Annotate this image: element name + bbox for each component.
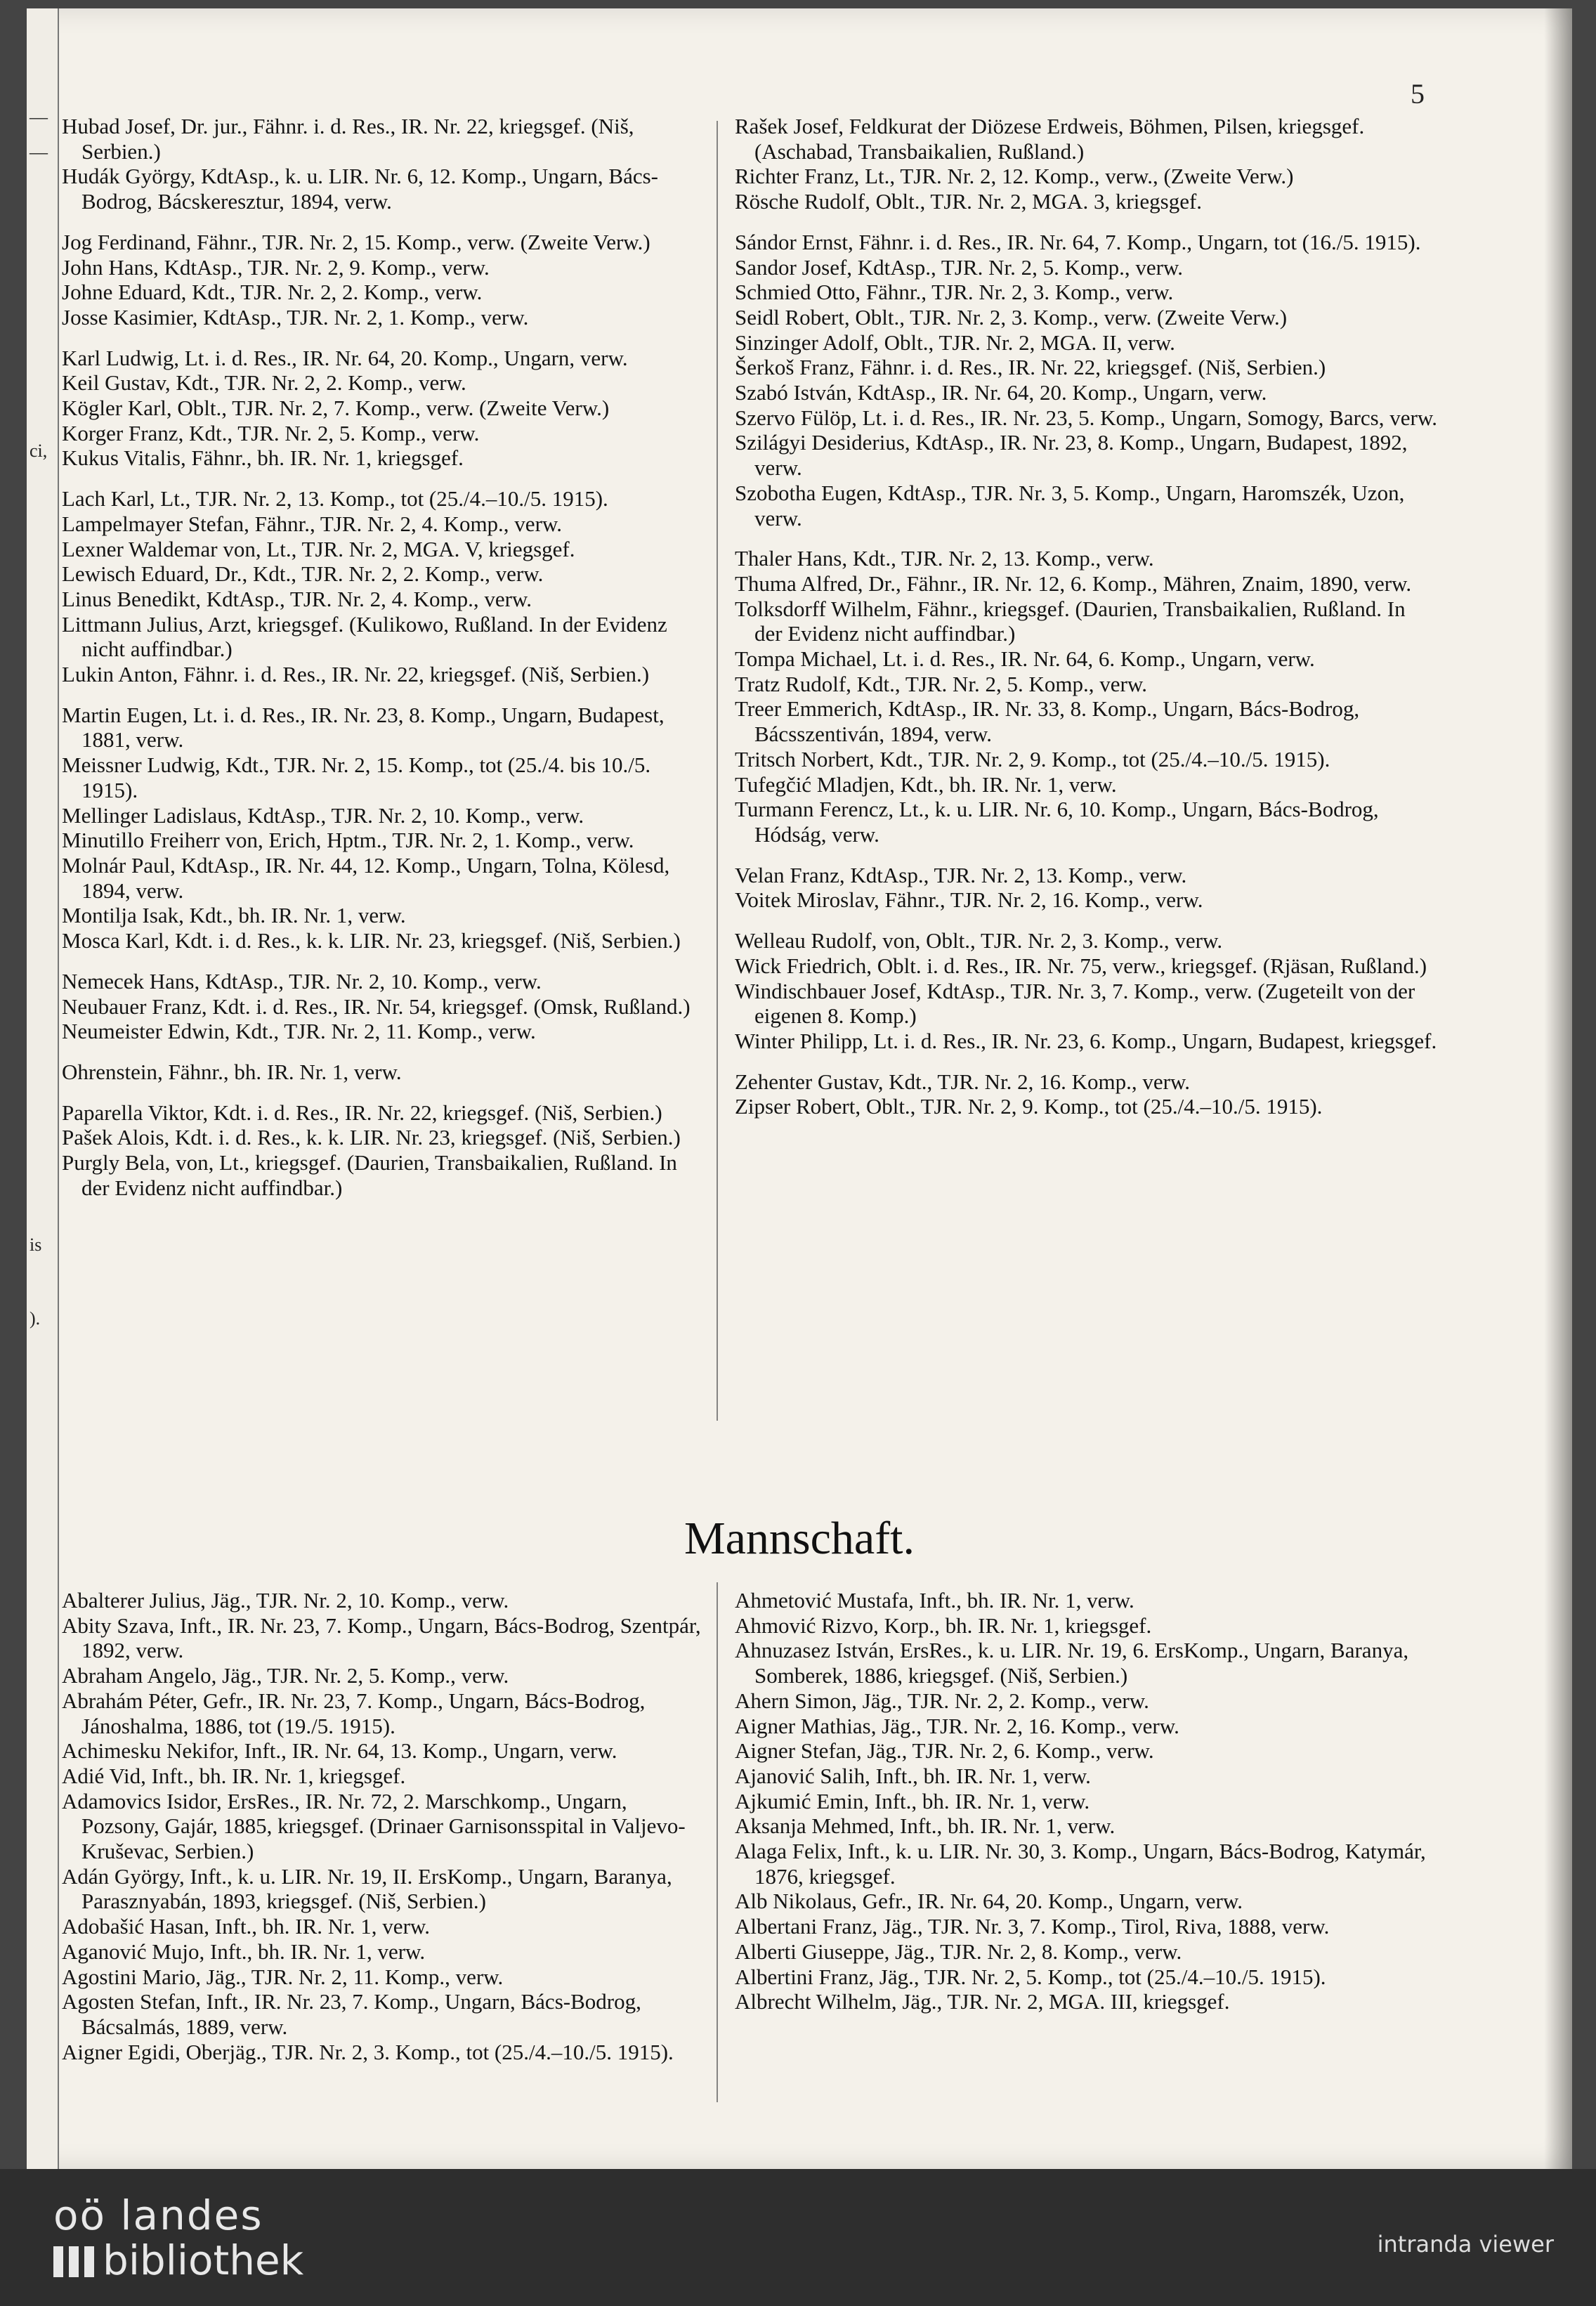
register-entry: Aigner Stefan, Jäg., TJR. Nr. 2, 6. Komp., verw. [735,1738,1154,1764]
register-entry: Zipser Robert, Oblt., TJR. Nr. 2, 9. Komp., tot (25./4.–10./5. 1915). [735,1094,1323,1119]
mannschaft-right-column [735,1588,1437,2014]
register-entry: Keil Gustav, Kdt., TJR. Nr. 2, 2. Komp., verw. [62,370,466,396]
register-entry: Szobotha Eugen, KdtAsp., TJR. Nr. 3, 5. Komp., Ungarn, Haromszék, Uzon, verw. [735,480,1405,530]
register-entry: Aigner Egidi, Oberjäg., TJR. Nr. 2, 3. Komp., tot (25./4.–10./5. 1915). [62,2039,674,2064]
library-name-line2-text: bibliothek [103,2236,304,2284]
register-entry: Littmann Julius, Arzt, kriegsgef. (Kulikowo, Rußland. In der Evidenz nicht auffindbar.) [62,611,667,662]
register-entry: Aksanja Mehmed, Inft., bh. IR. Nr. 1, verw. [735,1813,1116,1839]
previous-page-edge [27,8,59,2169]
register-entry: Wick Friedrich, Oblt. i. d. Res., IR. Nr. 75, verw., kriegsgef. (Rjäsan, Rußland.) [735,953,1427,978]
register-entry: Achimesku Nekifor, Inft., IR. Nr. 64, 13. Komp., Ungarn, verw. [62,1738,617,1764]
register-entry: Abrahám Péter, Gefr., IR. Nr. 23, 7. Komp., Ungarn, Bács-Bodrog, Jánoshalma, 1886, tot (19./5. 1915). [62,1688,646,1738]
entry-gap [62,1085,708,1100]
register-entry: Nemecek Hans, KdtAsp., TJR. Nr. 2, 10. Komp., verw. [62,968,542,994]
register-entry: Agostini Mario, Jäg., TJR. Nr. 2, 11. Komp., verw. [62,1964,504,1989]
register-entry: Thaler Hans, Kdt., TJR. Nr. 2, 13. Komp., verw. [735,546,1154,571]
entry-gap [735,1054,1437,1069]
register-entry: Paparella Viktor, Kdt. i. d. Res., IR. Nr. 22, kriegsgef. (Niš, Serbien.) [62,1100,662,1125]
register-entry: Sándor Ernst, Fähnr. i. d. Res., IR. Nr. 64, 7. Komp., Ungarn, tot (16./5. 1915). [735,229,1421,254]
register-entry: Hudák György, KdtAsp., k. u. LIR. Nr. 6, 12. Komp., Ungarn, Bács-Bodrog, Bácskeresztur, 1894, verw. [62,164,658,214]
register-entry: Ahmović Rizvo, Korp., bh. IR. Nr. 1, kriegsgef. [735,1613,1152,1638]
register-entry: Lewisch Eduard, Dr., Kdt., TJR. Nr. 2, 2. Komp., verw. [62,561,544,587]
register-entry: Voitek Miroslav, Fähnr., TJR. Nr. 2, 16. Komp., verw. [735,887,1203,913]
register-entry: Turmann Ferencz, Lt., k. u. LIR. Nr. 6, 10. Komp., Ungarn, Bács-Bodrog, Hódság, verw. [735,797,1379,847]
register-entry: Albrecht Wilhelm, Jäg., TJR. Nr. 2, MGA. III, kriegsgef. [735,1989,1230,2014]
entry-gap [735,913,1437,928]
register-entry: Lukin Anton, Fähnr. i. d. Res., IR. Nr. 22, kriegsgef. (Niš, Serbien.) [62,662,650,687]
register-entry: Welleau Rudolf, von, Oblt., TJR. Nr. 2, 3. Komp., verw. [735,928,1223,953]
mannschaft-left-column [62,1588,708,2064]
register-entry: Richter Franz, Lt., TJR. Nr. 2, 12. Komp., verw., (Zweite Verw.) [735,164,1294,189]
register-entry: Neumeister Edwin, Kdt., TJR. Nr. 2, 11. Komp., verw. [62,1019,536,1044]
register-entry: Minutillo Freiherr von, Erich, Hptm., TJR. Nr. 2, 1. Komp., verw. [62,828,634,853]
register-entry: Kögler Karl, Oblt., TJR. Nr. 2, 7. Komp., verw. (Zweite Verw.) [62,396,610,421]
register-entry: Ahmetović Mustafa, Inft., bh. IR. Nr. 1, verw. [735,1588,1134,1613]
register-entry: Neubauer Franz, Kdt. i. d. Res., IR. Nr. 54, kriegsgef. (Omsk, Rußland.) [62,994,691,1019]
register-entry: Ahnuzasez István, ErsRes., k. u. LIR. Nr. 19, 6. ErsKomp., Ungarn, Baranya, Somberek, 1886, kriegsgef. (Niš, Serbien.) [735,1638,1409,1688]
viewer-brand[interactable]: intranda viewer [1377,2231,1554,2258]
register-entry: Szervo Fülöp, Lt. i. d. Res., IR. Nr. 23, 5. Komp., Ungarn, Somogy, Barcs, verw. [735,405,1437,430]
register-entry: Meissner Ludwig, Kdt., TJR. Nr. 2, 15. Komp., tot (25./4. bis 10./5. 1915). [62,753,651,802]
register-entry: Molnár Paul, KdtAsp., IR. Nr. 44, 12. Komp., Ungarn, Tolna, Kölesd, 1894, verw. [62,852,670,903]
register-entry: Adobašić Hasan, Inft., bh. IR. Nr. 1, verw. [62,1914,431,1939]
register-entry: Abalterer Julius, Jäg., TJR. Nr. 2, 10. Komp., verw. [62,1588,509,1613]
strip-mark: is [30,1235,42,1255]
register-entry: Tratz Rudolf, Kdt., TJR. Nr. 2, 5. Komp., verw. [735,671,1147,696]
register-entry: Rašek Josef, Feldkurat der Diözese Erdweis, Böhmen, Pilsen, kriegsgef. (Aschabad, Transbaikalien, Rußland.) [735,114,1365,164]
strip-mark: — [30,142,48,162]
register-entry: Thuma Alfred, Dr., Fähnr., IR. Nr. 12, 6. Komp., Mähren, Znaim, 1890, verw. [735,571,1412,596]
page-number: 5 [1411,78,1425,110]
register-entry: Tompa Michael, Lt. i. d. Res., IR. Nr. 64, 6. Komp., Ungarn, verw. [735,646,1315,672]
entry-gap [62,330,708,346]
register-entry: Sandor Josef, KdtAsp., TJR. Nr. 2, 5. Komp., verw. [735,254,1184,280]
register-entry: Mellinger Ladislaus, KdtAsp., TJR. Nr. 2, 10. Komp., verw. [62,802,584,828]
register-entry: Johne Eduard, Kdt., TJR. Nr. 2, 2. Komp., verw. [62,280,483,305]
register-entry: Albertani Franz, Jäg., TJR. Nr. 3, 7. Komp., Tirol, Riva, 1888, verw. [735,1914,1330,1939]
section-heading: Mannschaft. [683,1513,915,1564]
register-entry: Linus Benedikt, KdtAsp., TJR. Nr. 2, 4. Komp., verw. [62,586,532,611]
entry-gap [62,471,708,486]
register-entry: Seidl Robert, Oblt., TJR. Nr. 2, 3. Komp., verw. (Zweite Verw.) [735,304,1288,330]
entry-gap [62,214,708,230]
register-entry: Martin Eugen, Lt. i. d. Res., IR. Nr. 23, 8. Komp., Ungarn, Budapest, 1881, verw. [62,702,665,753]
logo-bars-icon [53,2246,96,2277]
register-entry: Lampelmayer Stefan, Fähnr., TJR. Nr. 2, 4. Komp., verw. [62,511,563,536]
register-entry: Hubad Josef, Dr. jur., Fähnr. i. d. Res., IR. Nr. 22, kriegsgef. (Niš, Serbien.) [62,114,634,164]
register-entry: Aigner Mathias, Jäg., TJR. Nr. 2, 16. Komp., verw. [735,1713,1179,1738]
register-entry: Ajkumić Emin, Inft., bh. IR. Nr. 1, verw. [735,1788,1090,1813]
register-entry: Treer Emmerich, KdtAsp., IR. Nr. 33, 8. Komp., Ungarn, Bács-Bodrog, Bácsszentiván, 1894, verw. [735,696,1360,747]
register-entry: Jog Ferdinand, Fähnr., TJR. Nr. 2, 15. Komp., verw. (Zweite Verw.) [62,229,650,254]
register-entry: Lach Karl, Lt., TJR. Nr. 2, 13. Komp., tot (25./4.–10./5. 1915). [62,486,608,512]
column-divider [717,121,718,1421]
register-entry: Szilágyi Desiderius, KdtAsp., IR. Nr. 23, 8. Komp., Ungarn, Budapest, 1892, verw. [735,430,1408,481]
register-entry: Šerkoš Franz, Fähnr. i. d. Res., IR. Nr. 22, kriegsgef. (Niš, Serbien.) [735,355,1326,380]
register-entry: Zehenter Gustav, Kdt., TJR. Nr. 2, 16. Komp., verw. [735,1069,1191,1094]
register-entry: John Hans, KdtAsp., TJR. Nr. 2, 9. Komp., verw. [62,254,490,280]
register-entry: Albertini Franz, Jäg., TJR. Nr. 2, 5. Komp., tot (25./4.–10./5. 1915). [735,1964,1326,1989]
library-logo[interactable] [53,2193,303,2283]
register-entry: Agosten Stefan, Inft., IR. Nr. 23, 7. Komp., Ungarn, Bács-Bodrog, Bácsalmás, 1889, verw. [62,1989,641,2039]
library-name-line2 [53,2238,303,2283]
library-name-line1: oö landes [53,2191,263,2239]
register-entry: Abity Szava, Inft., IR. Nr. 23, 7. Komp., Ungarn, Bács-Bodrog, Szentpár, 1892, verw. [62,1613,701,1663]
register-entry: Ohrenstein, Fähnr., bh. IR. Nr. 1, verw. [62,1059,402,1084]
entry-gap [735,847,1437,863]
register-entry: Pašek Alois, Kdt. i. d. Res., k. k. LIR. Nr. 23, kriegsgef. (Niš, Serbien.) [62,1125,681,1150]
register-entry: Alb Nikolaus, Gefr., IR. Nr. 64, 20. Komp., Ungarn, verw. [735,1889,1243,1914]
register-entry: Sinzinger Adolf, Oblt., TJR. Nr. 2, MGA. II, verw. [735,330,1175,355]
register-entry: Schmied Otto, Fähnr., TJR. Nr. 2, 3. Komp., verw. [735,280,1174,305]
strip-mark: ). [30,1308,41,1329]
register-entry: Kukus Vitalis, Fähnr., bh. IR. Nr. 1, kriegsgef. [62,445,464,471]
register-entry: Winter Philipp, Lt. i. d. Res., IR. Nr. 23, 6. Komp., Ungarn, Budapest, kriegsgef. [735,1028,1437,1053]
entry-gap [62,687,708,703]
scanned-page [27,8,1572,2169]
register-entry: Mosca Karl, Kdt. i. d. Res., k. k. LIR. Nr. 23, kriegsgef. (Niš, Serbien.) [62,928,681,953]
strip-mark: ci, [30,441,48,461]
register-entry: Korger Franz, Kdt., TJR. Nr. 2, 5. Komp., verw. [62,420,480,445]
entry-gap [62,953,708,969]
register-entry: Abraham Angelo, Jäg., TJR. Nr. 2, 5. Komp., verw. [62,1663,509,1688]
register-entry: Purgly Bela, von, Lt., kriegsgef. (Daurien, Transbaikalien, Rußland. In der Evidenz nicht auffindbar.) [62,1150,677,1200]
register-entry: Aganović Mujo, Inft., bh. IR. Nr. 1, verw. [62,1939,426,1964]
register-entry: Alberti Giuseppe, Jäg., TJR. Nr. 2, 8. Komp., verw. [735,1939,1182,1964]
entries-left-column [62,114,708,1200]
register-entry: Tolksdorff Wilhelm, Fähnr., kriegsgef. (Daurien, Transbaikalien, Rußland. In der Evidenz nicht auffindbar.) [735,596,1406,646]
viewer-footer [0,2169,1596,2306]
entry-gap [735,530,1437,546]
register-entry: Ahern Simon, Jäg., TJR. Nr. 2, 2. Komp., verw. [735,1688,1149,1713]
register-entry: Karl Ludwig, Lt. i. d. Res., IR. Nr. 64, 20. Komp., Ungarn, verw. [62,345,628,370]
register-entry: Alaga Felix, Inft., k. u. LIR. Nr. 30, 3. Komp., Ungarn, Bács-Bodrog, Katymár, 1876, kriegsgef. [735,1839,1426,1889]
register-entry: Ajanović Salih, Inft., bh. IR. Nr. 1, verw. [735,1763,1091,1788]
entry-gap [735,214,1437,230]
register-entry: Rösche Rudolf, Oblt., TJR. Nr. 2, MGA. 3, kriegsgef. [735,189,1203,214]
register-entry: Szabó István, KdtAsp., IR. Nr. 64, 20. Komp., Ungarn, verw. [735,380,1267,405]
register-entry: Tritsch Norbert, Kdt., TJR. Nr. 2, 9. Komp., tot (25./4.–10./5. 1915). [735,746,1330,771]
register-entry: Adán György, Inft., k. u. LIR. Nr. 19, II. ErsKomp., Ungarn, Baranya, Parasznyabán, 1893, kriegsgef. (Niš, Serbien.) [62,1863,672,1914]
register-entry: Windischbauer Josef, KdtAsp., TJR. Nr. 3, 7. Komp., verw. (Zugeteilt von der eigenen 8. Komp.) [735,978,1415,1029]
entry-gap [62,1044,708,1060]
register-entry: Josse Kasimier, KdtAsp., TJR. Nr. 2, 1. Komp., verw. [62,304,529,330]
register-entry: Velan Franz, KdtAsp., TJR. Nr. 2, 13. Komp., verw. [735,862,1187,887]
register-entry: Adié Vid, Inft., bh. IR. Nr. 1, kriegsgef. [62,1763,406,1788]
column-divider [717,1582,718,2102]
strip-mark: — [30,107,48,127]
register-entry: Lexner Waldemar von, Lt., TJR. Nr. 2, MGA. V, kriegsgef. [62,536,575,561]
register-entry: Tufegčić Mladjen, Kdt., bh. IR. Nr. 1, verw. [735,771,1117,797]
entries-right-column [735,114,1437,1119]
register-entry: Montilja Isak, Kdt., bh. IR. Nr. 1, verw. [62,903,406,928]
register-entry: Adamovics Isidor, ErsRes., IR. Nr. 72, 2. Marschkomp., Ungarn, Pozsony, Gajár, 1885, kriegsgef. (Drinaer Garnisonsspital in Valjevo-Kruševac, Serbien.) [62,1788,686,1864]
